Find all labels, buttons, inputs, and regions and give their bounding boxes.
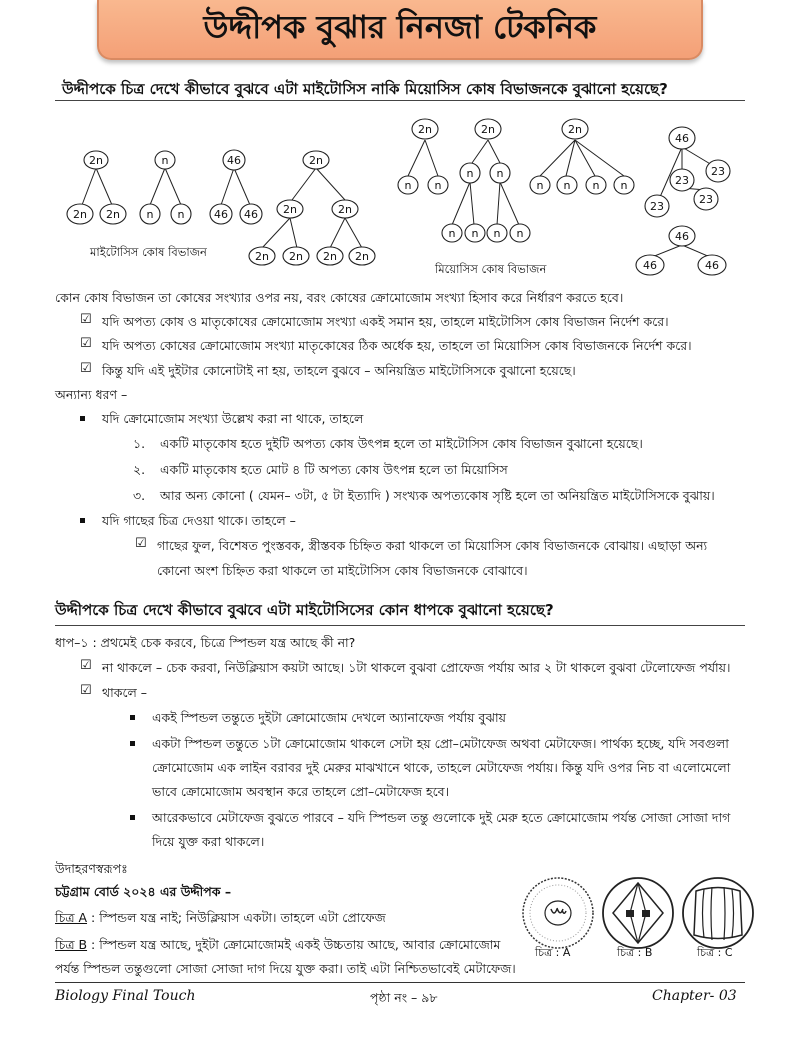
node-label: 2n — [481, 123, 495, 136]
figB-text-2: পর্যন্ত স্পিন্ডল তন্তুগুলো সোজা সোজা দাগ দিয়ে যুক্ত করা। তাই এটা নিশ্চিতভাবেই মেটাফেজ। — [55, 961, 516, 976]
check-item: থাকলে – — [102, 685, 148, 700]
checkbox-icon: ☑ — [80, 312, 92, 327]
bullet-icon — [80, 518, 85, 523]
node-label: 2n — [568, 123, 582, 136]
node-label: 46 — [675, 132, 689, 145]
node-label: 2n — [418, 123, 432, 136]
node-label: n — [434, 179, 442, 192]
checkbox-icon: ☑ — [80, 683, 92, 698]
node-label: n — [161, 154, 169, 167]
node-label: 2n — [255, 250, 269, 263]
other-forms: অন্যান্য ধরণ – — [55, 387, 128, 402]
section1-heading: উদ্দীপকে চিত্র দেখে কীভাবে বুঝবে এটা মাইটোসিস নাকি মিয়োসিস কোষ বিভাজনকে বুঝানো হয়েছে? — [62, 80, 668, 98]
node-label: 2n — [323, 250, 337, 263]
figB-text: : স্পিন্ডল যন্ত্র আছে, দুইটা ক্রোমোজোমই একই উচ্চতায় আছে, আবার ক্রোমোজোম — [91, 937, 501, 952]
list-item: একটি মাতৃকোষ হতে দুইটি অপত্য কোষ উৎপন্ন হলে তা মাইটোসিস কোষ বিভাজন বুঝানো হয়েছে। — [160, 436, 643, 451]
bullet-text: একটা স্পিন্ডল তন্তুতে ১টা ক্রোমোজোম থাকলে সেটা হয় প্রো–মেটাফেজ অথবা মেটাফেজ। পার্থক্য হচ্ছে, যদি সবগুলা — [152, 736, 729, 751]
meiosis-label: মিয়োসিস কোষ বিভাজন — [435, 262, 547, 276]
fig-label-c: চিত্র : C — [697, 946, 733, 959]
node-label: n — [563, 179, 571, 192]
bullet-icon — [130, 741, 135, 746]
bullet-text: আরেকভাবে মেটাফেজ বুঝতে পারবে – যদি স্পিন্ডল তন্তু গুলোকে দুই মেরু হতে ক্রোমোজোম পর্যন্ত সোজা সোজা দাগ — [152, 810, 731, 825]
fig-label-a: চিত্র : A — [535, 946, 571, 959]
footer-page-number: পৃষ্ঠা নং – ৯৮ — [370, 990, 438, 1005]
section2-heading: উদ্দীপকে চিত্র দেখে কীভাবে বুঝবে এটা মাইটোসিসের কোন ধাপকে বুঝানো হয়েছে? — [55, 601, 554, 619]
step-text: ধাপ–১ : প্রথমেই চেক করবে, চিত্রে স্পিন্ডল যন্ত্র আছে কী না? — [55, 635, 356, 650]
node-label: 2n — [355, 250, 369, 263]
node-label: 46 — [227, 154, 241, 167]
node-label: 2n — [309, 154, 323, 167]
node-label: 46 — [705, 259, 719, 272]
node-label: n — [536, 179, 544, 192]
node-label: 2n — [289, 250, 303, 263]
footer-rule — [55, 982, 745, 983]
node-label: 23 — [650, 200, 664, 213]
bullet-icon — [130, 715, 135, 720]
node-label: n — [592, 179, 600, 192]
node-label: 23 — [675, 174, 689, 187]
list-number: ৩. — [133, 488, 146, 503]
plant-text: কোনো অংশ চিহ্নিত করা থাকলে তা মাইটোসিস কোষ বিভাজনকে বোঝাবে। — [157, 563, 528, 578]
node-label: 46 — [675, 230, 689, 243]
checkbox-icon: ☑ — [135, 536, 147, 551]
footer-left: Biology Final Touch — [55, 988, 196, 1004]
node-label: n — [471, 227, 479, 240]
check-item: যদি অপত্য কোষ ও মাতৃকোষের ক্রোমোজোম সংখ্যা একই সমান হয়, তাহলে মাইটোসিস কোষ বিভাজন নির্দেশ করে। — [102, 314, 669, 329]
bullet-text: ভাবে ক্রোমোজোম অবস্থান করে তাহলে প্রো–মেটাফেজ হবে। — [152, 784, 450, 799]
node-label: n — [177, 208, 185, 221]
list-number: ১. — [133, 436, 146, 451]
bullet-text: দিয়ে যুক্ত করা থাকলে। — [152, 834, 265, 849]
board-label: চট্টগ্রাম বোর্ড ২০২৪ এর উদ্দীপক – — [55, 884, 232, 899]
example-label: উদাহরণস্বরূপঃ — [55, 861, 128, 876]
bullet-icon — [130, 815, 135, 820]
node-label: 23 — [699, 193, 713, 206]
bullet-text: একই স্পিন্ডল তন্তুতে দুইটা ক্রোমোজোম দেখলে অ্যানাফেজ পর্যায় বুঝায় — [152, 710, 506, 725]
section2-rule — [55, 625, 745, 626]
fig-label-b: চিত্র : B — [617, 946, 653, 959]
figB-line — [55, 937, 500, 952]
node-label: n — [516, 227, 524, 240]
list-number: ২. — [133, 462, 146, 477]
figB-prefix: চিত্র B — [55, 937, 88, 952]
node-label: 23 — [711, 165, 725, 178]
mitosis-label: মাইটোসিস কোষ বিভাজন — [90, 245, 207, 259]
intro-text: কোন কোষ বিভাজন তা কোষের সংখ্যার ওপর নয়, বরং কোষের ক্রোমোজোম সংখ্যা হিসাব করে নির্ধারণ করতে হবে। — [55, 290, 624, 305]
bullet-text: যদি গাছের চিত্র দেওয়া থাকে। তাহলে – — [102, 513, 296, 528]
checkbox-icon: ☑ — [80, 336, 92, 351]
node-label: 2n — [73, 208, 87, 221]
node-label: 46 — [214, 208, 228, 221]
plant-text: গাছের ফুল, বিশেষত পুংস্তবক, স্ত্রীস্তবক চিহ্নিত করা থাকলে তা মিয়োসিস কোষ বিভাজনকে বোঝায়। এছাড়া অন্য — [157, 538, 708, 553]
figA-prefix: চিত্র A — [55, 910, 88, 925]
node-label: 2n — [106, 208, 120, 221]
check-item: যদি অপত্য কোষের ক্রোমোজোম সংখ্যা মাতৃকোষের ঠিক অর্ধেক হয়, তাহলে তা মিয়োসিস কোষ বিভাজনকে নির্দেশ করে। — [102, 338, 692, 353]
node-label: 2n — [89, 154, 103, 167]
node-label: n — [146, 208, 154, 221]
node-label: n — [466, 167, 474, 180]
node-label: 2n — [338, 203, 352, 216]
checkbox-icon: ☑ — [80, 361, 92, 376]
node-label: 46 — [244, 208, 258, 221]
list-item: আর অন্য কোনো ( যেমন– ৩টা, ৫ টা ইত্যাদি ) সংখ্যক অপত্যকোষ সৃষ্টি হলে তা অনিয়ন্ত্রিত মাইটোসিসকে বুঝায়। — [160, 488, 715, 503]
node-label: n — [404, 179, 412, 192]
node-label: 2n — [283, 203, 297, 216]
bullet-text: ক্রোমোজোম এক লাইন বরাবর দুই মেরুর মাঝখানে থাকে, তাহলে মেটাফেজ পর্যায়। কিন্তু যদি ওপর নিচ বা এলোমেলো — [152, 760, 731, 775]
bullet-text: যদি ক্রোমোজোম সংখ্যা উল্লেখ করা না থাকে, তাহলে — [102, 411, 364, 426]
node-label: n — [493, 227, 501, 240]
footer-right: Chapter- 03 — [652, 988, 737, 1004]
bullet-icon — [80, 416, 85, 421]
list-item: একটি মাতৃকোষ হতে মোট ৪ টি অপত্য কোষ উৎপন্ন হলে তা মিয়োসিস — [160, 462, 508, 477]
check-item: কিন্তু যদি এই দুইটার কোনোটাই না হয়, তাহলে বুঝবে – অনিয়ন্ত্রিত মাইটোসিসকে বুঝানো হয়েছে। — [102, 363, 576, 378]
figA-text: : স্পিন্ডল যন্ত্র নাই; নিউক্লিয়াস একটা। তাহলে এটা প্রোফেজ — [91, 910, 386, 925]
check-item: না থাকলে – চেক করবা, নিউক্লিয়াস কয়টা আছে। ১টা থাকলে বুঝবা প্রোফেজ পর্যায় আর ২ টা থাকলে বুঝবা টেলোফেজ পর্যায়। — [102, 660, 731, 675]
checkbox-icon: ☑ — [80, 658, 92, 673]
node-label: n — [496, 167, 504, 180]
node-label: n — [620, 179, 628, 192]
node-label: 46 — [643, 259, 657, 272]
node-label: n — [448, 227, 456, 240]
page-title: উদ্দীপক বুঝার নিনজা টেকনিক — [203, 8, 597, 46]
figA-line — [55, 910, 386, 925]
